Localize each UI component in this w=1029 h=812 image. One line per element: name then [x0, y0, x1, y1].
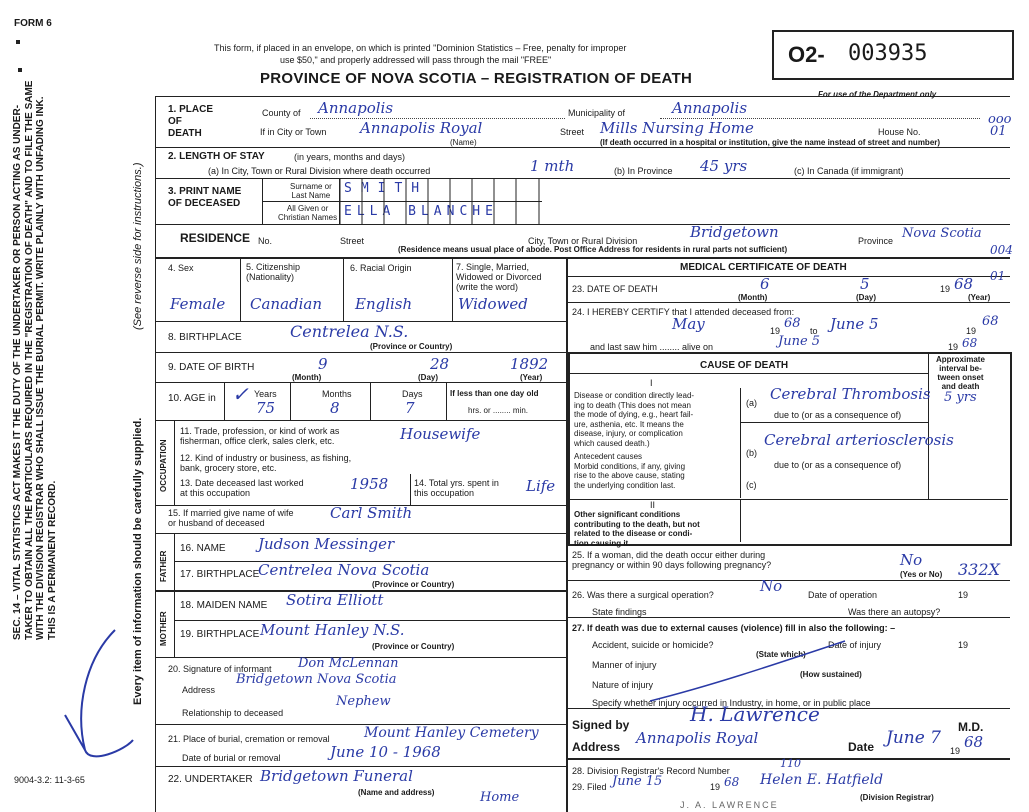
cause-title: CAUSE OF DEATH	[700, 360, 789, 371]
age-years-value: 75	[256, 399, 276, 417]
dod-day: 5	[860, 275, 870, 293]
divider	[155, 352, 566, 353]
day-sub: (Day)	[418, 373, 439, 382]
divider	[155, 533, 566, 534]
attend-from: May	[672, 315, 705, 333]
print-name-label: 3. PRINT NAME OF DECEASED	[168, 186, 242, 209]
res-province-value: Nova Scotia	[902, 226, 982, 241]
last-saw-year: 68	[962, 336, 978, 350]
street-value: Mills Nursing Home	[600, 119, 754, 137]
marital-value: Widowed	[458, 295, 528, 313]
undertaker-label: 22. UNDERTAKER	[168, 774, 253, 785]
stay-b-value: 45 yrs	[700, 157, 748, 175]
municipality-label: Municipality of	[568, 108, 626, 118]
divider	[155, 224, 1010, 225]
lawrence-stamp: J. A. LAWRENCE	[680, 800, 779, 810]
manner-label: Manner of injury	[592, 660, 657, 670]
nature-label: Nature of injury	[592, 680, 654, 690]
nineteen: 19	[940, 284, 951, 294]
father-name-label: 16. NAME	[180, 543, 226, 554]
check-mark: ✓	[232, 382, 249, 406]
medical-title: MEDICAL CERTIFICATE OF DEATH	[680, 262, 847, 273]
res-no-label: No.	[258, 236, 273, 246]
specify-label: Specify whether injury occurred in Industry, in home, or in public place	[592, 698, 871, 708]
citizenship-value: Canadian	[250, 295, 323, 313]
q26-value: No	[760, 577, 783, 595]
reg-prefix: O2-	[788, 42, 825, 67]
divider	[155, 257, 1010, 259]
code-01: 01	[990, 124, 1007, 139]
dod-year-sub: (Year)	[968, 293, 991, 302]
nineteen: 19	[948, 342, 959, 352]
nineteen: 19	[958, 640, 969, 650]
county-label: County of	[262, 108, 301, 118]
statute-note: SEC. 14 – VITAL STATISTICS ACT MAKES IT THE DUTY OF THE UNDERTAKER OR PERSON ACTING AS UNDER- TAKER TO OBTAIN ALL THE PARTICULARS REQUIRED IN THE "REGISTRATION OF DEATH" AND TO FILE THE SAME WITH THE DIVISION REGISTRAR WHO SHALL ISSUE THE BURIAL PERMIT. WRITE PLAINLY WITH UNFADING INK. THIS IS A PERMANENT RECORD.	[12, 80, 58, 640]
divider	[566, 302, 1010, 303]
col	[452, 257, 453, 321]
sex-value: Female	[170, 295, 226, 313]
informant-label: 20. Signature of informant	[168, 664, 272, 674]
citizenship-label: 5. Citizenship (Nationality)	[246, 262, 301, 282]
stay-c-label: (c) In Canada (if immigrant)	[794, 166, 904, 176]
col	[224, 382, 225, 420]
attend-to-year: 68	[982, 314, 999, 329]
col	[446, 382, 447, 420]
age-months-value: 8	[330, 399, 340, 417]
surname-label: Surname or Last Name	[290, 182, 332, 200]
q29-label: 29. Filed	[572, 782, 607, 792]
cause-b-marker: (b)	[746, 448, 757, 458]
county-value: Annapolis	[318, 99, 394, 117]
age-label: 10. AGE in	[168, 393, 216, 404]
yes-no-sub: (Yes or No)	[900, 570, 943, 579]
name-address-sub: (Name and address)	[358, 788, 435, 797]
punch-mark	[16, 40, 20, 44]
col	[174, 533, 175, 657]
col	[174, 420, 175, 505]
racial-label: 6. Racial Origin	[350, 263, 412, 273]
cause-b-value: Cerebral arteriosclerosis	[764, 431, 954, 449]
burial-date-label: Date of burial or removal	[182, 753, 281, 763]
how-sustained-sub: (How sustained)	[800, 670, 862, 679]
signed-by-value: H. Lawrence	[690, 702, 820, 726]
code-004: 004	[990, 243, 1013, 257]
dod-day-sub: (Day)	[856, 293, 877, 302]
form-title: PROVINCE OF NOVA SCOTIA – REGISTRATION OF DEATH	[260, 70, 693, 87]
dob-year: 1892	[510, 355, 549, 373]
q26-label: 26. Was there a surgical operation?	[572, 590, 714, 600]
frame-top	[155, 96, 1010, 97]
letter-boxes	[340, 178, 540, 224]
last-saw-value: June 5	[778, 334, 821, 349]
sign-address-value: Annapolis Royal	[636, 729, 759, 747]
other-label: Other significant conditions contributing to the death, but not related to the disease or condi- tion causing it.	[574, 510, 700, 548]
birthplace-label: 8. BIRTHPLACE	[168, 332, 242, 343]
section-i: I	[650, 378, 653, 388]
occ13-value: 1958	[350, 475, 389, 493]
hospital-note: (If death occurred in a hospital or institution, give the name instead of street and number)	[600, 138, 941, 147]
mail-notice-2: use $50," and properly addressed will pass through the mail "FREE"	[280, 55, 552, 65]
state-which-sub: (State which)	[756, 650, 806, 659]
hrs-min: hrs. or ........ min.	[468, 406, 529, 415]
date-op-label: Date of operation	[808, 590, 878, 600]
sign-date-value: June 7	[886, 728, 941, 748]
father-birth-value: Centrelea Nova Scotia	[258, 561, 430, 579]
burial-date-value: June 10 - 1968	[330, 743, 441, 761]
given-label: All Given or Christian Names	[278, 204, 338, 222]
interval-a-value: 5 yrs	[944, 390, 977, 405]
divider	[568, 499, 1008, 500]
prov-sub: (Province or Country)	[372, 642, 455, 651]
divider	[568, 373, 928, 374]
disease-label: Disease or condition directly lead- ing to death (This does not mean the mode of dying, e.g., heart fail- ure, asthenia, etc. It means the disease, injury, or complication which caused death.)	[574, 391, 695, 448]
date-injury-label: Date of injury	[828, 640, 882, 650]
attend-from-year: 68	[784, 316, 801, 331]
dob-day: 28	[430, 355, 450, 373]
divider	[740, 422, 928, 423]
occ13-label: 13. Date deceased last worked at this occupation	[180, 478, 304, 498]
col	[370, 382, 371, 420]
nineteen: 19	[958, 590, 969, 600]
dob-label: 9. DATE OF BIRTH	[168, 362, 255, 373]
days-label: Days	[402, 389, 423, 399]
res-province-label: Province	[858, 236, 894, 246]
q27-label: 27. If death was due to external causes (violence) fill in also the following: –	[572, 623, 896, 633]
racial-value: English	[355, 295, 413, 313]
state-findings-label: State findings	[592, 607, 647, 617]
last-saw-label: and last saw him ........ alive on	[590, 342, 714, 352]
md-label: M.D.	[958, 720, 984, 734]
reg-number: 003935	[848, 41, 928, 66]
dod-year: 68	[954, 275, 974, 293]
res-city-label: City, Town or Rural Division	[528, 236, 638, 246]
col	[410, 474, 411, 505]
dept-use: For use of the Department only	[818, 90, 937, 99]
informant-scribble	[45, 620, 140, 770]
col	[343, 257, 344, 321]
mother-maiden-label: 18. MAIDEN NAME	[180, 600, 268, 611]
due-to-a: due to (or as a consequence of)	[774, 410, 902, 420]
signed-by-label: Signed by	[572, 718, 630, 732]
years-label: Years	[254, 389, 277, 399]
accident-label: Accident, suicide or homicide?	[592, 640, 714, 650]
less-than-day: If less than one day old	[450, 389, 539, 398]
occ11-label: 11. Trade, profession, or kind of work as fisherman, office clerk, sales clerk, etc.	[180, 426, 340, 446]
record-no-value: 110	[780, 757, 801, 770]
year-sub: (Year)	[520, 373, 543, 382]
residence-label: RESIDENCE	[180, 231, 251, 245]
cause-a-marker: (a)	[746, 398, 757, 408]
filed-year: 68	[724, 775, 740, 789]
div-registrar-sub: (Division Registrar)	[860, 793, 934, 802]
burial-place-label: 21. Place of burial, cremation or removal	[168, 734, 330, 744]
registrar-value: Helen E. Hatfield	[760, 772, 884, 788]
dod-label: 23. DATE OF DEATH	[572, 284, 658, 294]
nineteen: 19	[950, 746, 961, 756]
autopsy-label: Was there an autopsy?	[848, 607, 941, 617]
length-of-stay-label: 2. LENGTH OF STAY	[168, 151, 265, 162]
dod-month-sub: (Month)	[738, 293, 768, 302]
street-label: Street	[560, 127, 585, 137]
prov-sub: (Province or Country)	[372, 580, 455, 589]
city-label: If in City or Town	[260, 127, 327, 137]
father-birth-label: 17. BIRTHPLACE	[180, 569, 260, 580]
punch-mark	[18, 68, 22, 72]
stay-a-label: (a) In City, Town or Rural Division where death occurred	[208, 166, 431, 176]
filed-value: June 15	[612, 774, 663, 789]
marital-label: 7. Single, Married, Widowed or Divorced (write the word)	[456, 262, 542, 292]
registration-number-box	[772, 30, 1014, 80]
divider	[566, 617, 1010, 618]
dob-month: 9	[318, 355, 328, 373]
undertaker-value: Bridgetown Funeral	[260, 767, 413, 785]
code-01b: 01	[990, 269, 1006, 283]
cause-a-value: Cerebral Thrombosis	[770, 385, 931, 403]
to-label: to	[810, 326, 818, 336]
occupation-tab: OCCUPATION	[159, 439, 168, 492]
antecedent-label: Antecedent causes Morbid conditions, if any, giving rise to the above cause, stating the underlying condition last.	[574, 452, 686, 490]
informant-value: Don McLennan	[298, 656, 399, 671]
due-to-b: due to (or as a consequence of)	[774, 460, 902, 470]
birthplace-value: Centrelea N.S.	[290, 322, 409, 341]
section-ii: II	[650, 500, 656, 510]
q28-label: 28. Division Registrar's Record Number	[572, 766, 730, 776]
sign-date-label: Date	[848, 740, 875, 754]
dod-month: 6	[760, 275, 770, 293]
interval-label: Approximate interval be- tween onset and death	[936, 355, 985, 391]
divider	[566, 276, 1010, 277]
mother-birth-label: 19. BIRTHPLACE	[180, 629, 260, 640]
house-no-label: House No.	[878, 127, 921, 137]
col	[928, 352, 929, 499]
father-tab: FATHER	[159, 550, 168, 582]
address-label: Address	[182, 685, 216, 695]
footer-code: 9004-3.2: 11-3-65	[14, 775, 85, 785]
stay-a-value: 1 mth	[530, 157, 575, 175]
attend-to: June 5	[830, 315, 879, 333]
city-value: Annapolis Royal	[360, 119, 483, 137]
occ14-value: Life	[526, 477, 556, 495]
stay-b-label: (b) In Province	[614, 166, 673, 176]
code-332: 332X	[958, 560, 1000, 579]
reverse-note: (See reverse side for instructions.)	[132, 162, 144, 330]
surname-value: SMITH	[344, 181, 429, 196]
undertaker-value-2: Home	[480, 790, 520, 805]
given-value: ELLA BLANCHE	[344, 204, 498, 219]
months-label: Months	[322, 389, 352, 399]
code-ooo: ooo	[988, 112, 1012, 127]
relationship-value: Nephew	[336, 694, 391, 709]
nineteen: 19	[770, 326, 781, 336]
municipality-value: Annapolis	[672, 99, 748, 117]
occ14-label: 14. Total yrs. spent in this occupation	[414, 478, 499, 498]
relationship-label: Relationship to deceased	[182, 708, 284, 718]
divider	[155, 420, 566, 421]
age-days-value: 7	[405, 399, 415, 417]
q25-value: No	[900, 551, 923, 569]
sign-address-label: Address	[572, 740, 621, 754]
father-name-value: Judson Messinger	[258, 535, 395, 553]
divider	[566, 580, 1010, 581]
birthplace-sub: (Province or Country)	[370, 342, 453, 351]
divider	[155, 382, 566, 383]
cause-c-marker: (c)	[746, 480, 757, 490]
res-city-value: Bridgetown	[690, 223, 779, 241]
occ11-value: Housewife	[400, 425, 481, 443]
month-sub: (Month)	[292, 373, 322, 382]
res-note: (Residence means usual place of abode. Post Office Address for residents in rural parts not sufficient)	[398, 245, 788, 254]
mail-notice: This form, if placed in an envelope, on which is printed "Dominion Statistics – Free, penalty for improper	[214, 43, 627, 53]
nineteen: 19	[710, 782, 721, 792]
informant-address: Bridgetown Nova Scotia	[236, 672, 397, 687]
col	[290, 382, 291, 420]
sex-label: 4. Sex	[168, 263, 194, 273]
col	[740, 499, 741, 542]
col	[155, 420, 156, 505]
mother-tab: MOTHER	[159, 611, 168, 646]
form-number: FORM 6	[14, 18, 52, 29]
place-of-death-label: 1. PLACE OF DEATH	[168, 104, 214, 139]
burial-place-value: Mount Hanley Cemetery	[364, 725, 539, 741]
name-sublabel: (Name)	[450, 138, 477, 147]
nineteen: 19	[966, 326, 977, 336]
every-item-note: Every item of information should be carefully supplied.	[132, 417, 144, 705]
spouse-value: Carl Smith	[330, 504, 413, 522]
spouse-label: 15. If married give name of wife or husband of deceased	[168, 508, 294, 528]
mother-birth-value: Mount Hanley N.S.	[260, 621, 405, 639]
strike-line	[650, 636, 850, 706]
certify-label: 24. I HEREBY CERTIFY that I attended deceased from:	[572, 307, 795, 317]
length-sublabel: (in years, months and days)	[294, 152, 406, 162]
q25-label: 25. If a woman, did the death occur either during pregnancy or within 90 days following pregnancy?	[572, 550, 772, 570]
mother-maiden-value: Sotira Elliott	[286, 591, 384, 609]
sign-year: 68	[964, 733, 984, 751]
res-street-label: Street	[340, 236, 365, 246]
col	[240, 257, 241, 321]
col	[740, 388, 741, 498]
occ12-label: 12. Kind of industry or business, as fishing, bank, grocery store, etc.	[180, 453, 352, 473]
divider	[155, 147, 1010, 148]
